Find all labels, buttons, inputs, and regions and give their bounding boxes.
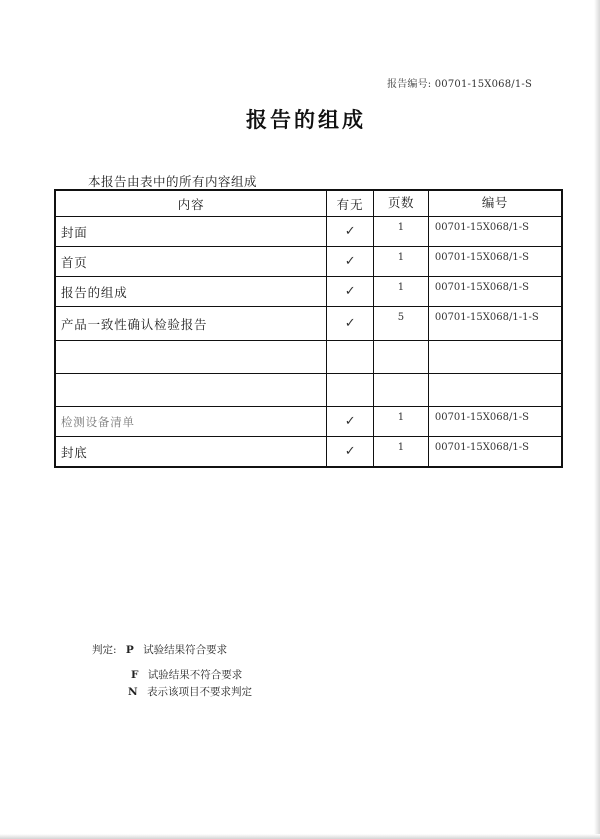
row-content: 首页: [55, 247, 327, 277]
table-row: [55, 307, 562, 341]
legend-key-f: F: [131, 669, 139, 681]
legend-key-n: N: [128, 686, 138, 698]
page-edge-shadow: [594, 0, 600, 839]
intro-text: 本报告由表中的所有内容组成: [88, 174, 258, 189]
row-present: [327, 374, 374, 407]
column-header-content: 内容: [55, 190, 327, 217]
row-pages: 1: [374, 277, 429, 307]
check-mark-icon: ✓: [327, 307, 374, 341]
legend-text-f: 试验结果不符合要求: [147, 669, 243, 681]
row-pages: 1: [374, 407, 429, 437]
table-row-empty: [55, 341, 562, 374]
report-number: 报告编号: 00701-15X068/1-S: [387, 79, 533, 90]
legend-label: 判定:: [92, 644, 117, 656]
table-row: [55, 407, 562, 437]
legend-row-f: [131, 667, 242, 682]
table-row: [55, 437, 562, 468]
row-content: 封底: [55, 437, 327, 468]
row-pages: [374, 341, 429, 374]
contents-table: [54, 189, 563, 468]
row-code: 00701-15X068/1-S: [428, 277, 562, 307]
check-mark-icon: ✓: [327, 277, 374, 307]
table-row: [55, 217, 562, 247]
column-header-pages: 页数: [374, 190, 429, 217]
page-title: 报告的组成: [246, 107, 366, 132]
row-pages: [374, 374, 429, 407]
table-row: [55, 247, 562, 277]
check-mark-icon: ✓: [327, 247, 374, 277]
row-content: [55, 341, 327, 374]
row-content: 产品一致性确认检验报告: [55, 307, 327, 341]
row-code: [428, 374, 562, 407]
table-header-row: [55, 190, 562, 217]
row-pages: 1: [374, 247, 429, 277]
row-content: [55, 374, 327, 407]
check-mark-icon: ✓: [327, 437, 374, 468]
row-content: 封面: [55, 217, 327, 247]
row-pages: 5: [374, 307, 429, 341]
row-content: 检测设备清单: [55, 407, 327, 437]
table-row-empty: [55, 374, 562, 407]
column-header-code: 编号: [428, 190, 562, 217]
row-content: 报告的组成: [55, 277, 327, 307]
page-bottom-shadow: [0, 834, 600, 839]
row-code: 00701-15X068/1-1-S: [428, 307, 562, 341]
row-pages: 1: [374, 217, 429, 247]
legend-key-p: P: [125, 644, 134, 656]
table-row: [55, 277, 562, 307]
row-code: 00701-15X068/1-S: [428, 247, 562, 277]
legend-text-p: 试验结果符合要求: [143, 644, 228, 656]
row-code: 00701-15X068/1-S: [428, 407, 562, 437]
check-mark-icon: ✓: [327, 407, 374, 437]
legend-text-n: 表示该项目不要求判定: [146, 686, 252, 698]
row-code: 00701-15X068/1-S: [428, 437, 562, 468]
check-mark-icon: ✓: [327, 217, 374, 247]
row-pages: 1: [374, 437, 429, 468]
legend-row-n: [128, 684, 252, 699]
row-present: [327, 341, 374, 374]
legend-row-p: [92, 642, 227, 657]
row-code: 00701-15X068/1-S: [428, 217, 562, 247]
row-code: [428, 341, 562, 374]
column-header-present: 有无: [327, 190, 374, 217]
